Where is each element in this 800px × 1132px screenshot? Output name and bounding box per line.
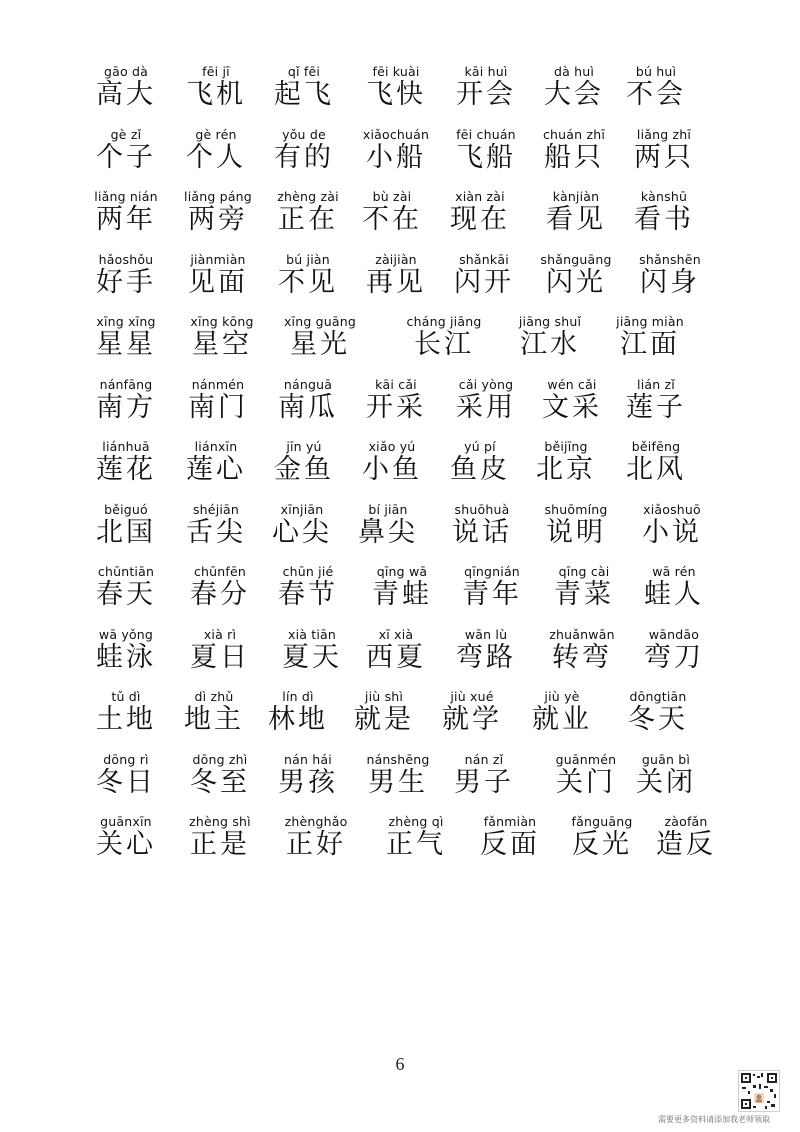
word-card xyxy=(438,127,534,174)
page-number: 6 xyxy=(395,1054,405,1074)
word-card xyxy=(78,439,174,486)
word-card xyxy=(260,564,356,611)
pinyin-text: kāi huì xyxy=(464,64,508,79)
pinyin-text: bú huì xyxy=(635,64,677,79)
word-card xyxy=(78,314,174,361)
word-card xyxy=(432,439,528,486)
pinyin-text: běifēng xyxy=(631,439,681,454)
pinyin-text: dōng zhì xyxy=(192,751,248,767)
pinyin-text: jiù shì xyxy=(364,689,404,704)
word-row xyxy=(78,627,738,690)
pinyin-text: jiù yè xyxy=(544,689,580,704)
pinyin-text: hǎoshǒu xyxy=(98,251,154,267)
word-card xyxy=(502,314,598,361)
word-card xyxy=(256,439,352,486)
pinyin-text: qīngnián xyxy=(464,564,520,579)
hanzi-text: 男子 xyxy=(454,766,514,798)
pinyin-text: xià rì xyxy=(203,626,237,642)
word-row xyxy=(78,814,738,877)
pinyin-text: xià tiān xyxy=(287,626,337,642)
hanzi-text: 弯刀 xyxy=(644,641,704,673)
hanzi-text: 鼻尖 xyxy=(358,516,418,548)
word-card xyxy=(610,689,706,736)
word-card xyxy=(78,752,174,799)
word-card xyxy=(528,502,624,549)
word-card xyxy=(368,814,464,861)
hanzi-text: 正在 xyxy=(278,204,338,235)
hanzi-text: 有的 xyxy=(274,141,334,173)
pinyin-text: guān bì xyxy=(641,751,691,767)
word-card xyxy=(78,814,174,861)
word-card xyxy=(78,127,174,174)
word-card xyxy=(168,439,264,486)
pinyin-text: chūn jié xyxy=(282,564,334,579)
hanzi-text: 再见 xyxy=(366,266,426,298)
hanzi-text: 就业 xyxy=(532,704,592,735)
word-card xyxy=(348,64,444,111)
word-card xyxy=(622,252,718,299)
word-card xyxy=(438,64,534,111)
hanzi-text: 舌尖 xyxy=(186,516,246,548)
word-row xyxy=(78,252,738,315)
hanzi-text: 高大 xyxy=(96,79,156,110)
word-card xyxy=(638,814,734,861)
word-card xyxy=(608,377,704,424)
hanzi-text: 鱼皮 xyxy=(450,454,510,485)
pinyin-text: fēi kuài xyxy=(372,64,420,79)
pinyin-text: xiàn zài xyxy=(455,189,505,204)
word-card xyxy=(524,377,620,424)
pinyin-text: kànjiàn xyxy=(552,189,600,204)
word-row xyxy=(78,127,738,190)
word-card xyxy=(78,689,174,736)
word-row xyxy=(78,64,738,127)
pinyin-text: chuán zhī xyxy=(542,126,606,142)
hanzi-text: 不在 xyxy=(362,204,422,235)
hanzi-text: 莲子 xyxy=(626,391,686,423)
word-card xyxy=(260,752,356,799)
hanzi-text: 春天 xyxy=(96,579,156,610)
hanzi-text: 地主 xyxy=(184,704,244,735)
hanzi-text: 开采 xyxy=(366,391,426,423)
pinyin-text: qǐ fēi xyxy=(287,64,321,79)
word-grid xyxy=(78,64,738,877)
word-card xyxy=(78,377,174,424)
pinyin-text: cháng jiāng xyxy=(406,314,482,329)
pinyin-text: xī xià xyxy=(378,626,414,642)
pinyin-text: jiāng miàn xyxy=(616,314,684,329)
pinyin-text: zhèng shì xyxy=(189,814,251,829)
pinyin-text: jiànmiàn xyxy=(190,251,246,267)
pinyin-text: zhèng qì xyxy=(388,814,444,829)
word-card xyxy=(434,502,530,549)
word-card xyxy=(78,189,174,236)
hanzi-text: 文采 xyxy=(542,391,602,423)
hanzi-text: 正好 xyxy=(286,829,346,860)
word-card xyxy=(624,502,720,549)
pinyin-text: cǎi yòng xyxy=(458,376,514,392)
word-card xyxy=(340,502,436,549)
word-card xyxy=(616,189,712,236)
pinyin-text: qīng wā xyxy=(376,564,428,579)
hanzi-text: 采用 xyxy=(456,391,516,423)
word-card xyxy=(424,689,520,736)
word-card xyxy=(260,377,356,424)
hanzi-text: 看书 xyxy=(634,204,694,235)
pinyin-text: bù zài xyxy=(372,189,412,204)
word-row xyxy=(78,377,738,440)
pinyin-text: shǎnshēn xyxy=(639,251,701,267)
word-card xyxy=(268,814,364,861)
hanzi-text: 北国 xyxy=(96,516,156,548)
hanzi-text: 就是 xyxy=(354,704,414,735)
word-card xyxy=(438,377,534,424)
word-card xyxy=(170,377,266,424)
word-row xyxy=(78,502,738,565)
hanzi-text: 青年 xyxy=(462,579,522,610)
hanzi-text: 两旁 xyxy=(188,204,248,235)
pinyin-text: jīn yú xyxy=(286,439,322,454)
pinyin-text: wāndāo xyxy=(648,626,700,642)
word-row xyxy=(78,689,738,752)
hanzi-text: 说明 xyxy=(546,516,606,548)
word-card xyxy=(260,189,356,236)
hanzi-text: 关闭 xyxy=(636,766,696,798)
word-card xyxy=(536,564,632,611)
hanzi-text: 关门 xyxy=(556,766,616,798)
word-card xyxy=(350,752,446,799)
hanzi-text: 大会 xyxy=(544,79,604,110)
hanzi-text: 夏日 xyxy=(190,641,250,673)
hanzi-text: 反光 xyxy=(572,829,632,860)
hanzi-text: 飞快 xyxy=(366,79,426,110)
hanzi-text: 不见 xyxy=(278,266,338,298)
hanzi-text: 两年 xyxy=(96,204,156,235)
word-row xyxy=(78,564,738,627)
hanzi-text: 北风 xyxy=(626,454,686,485)
hanzi-text: 开会 xyxy=(456,79,516,110)
pinyin-text: dà huì xyxy=(553,64,595,79)
word-card xyxy=(172,752,268,799)
pinyin-text: fēi jī xyxy=(202,64,230,79)
word-card xyxy=(172,627,268,674)
hanzi-text: 造反 xyxy=(656,829,716,860)
footer-note: 需要更多资料请添加我老师领取 xyxy=(658,1115,770,1124)
pinyin-text: liánxīn xyxy=(194,439,238,454)
pinyin-text: xīng xīng xyxy=(96,314,156,329)
pinyin-text: lián zǐ xyxy=(637,376,675,392)
word-card xyxy=(344,189,440,236)
hanzi-text: 南方 xyxy=(96,391,156,423)
hanzi-text: 北京 xyxy=(536,454,596,485)
word-card xyxy=(256,127,352,174)
hanzi-text: 金鱼 xyxy=(274,454,334,485)
word-card xyxy=(250,689,346,736)
word-card xyxy=(272,314,368,361)
word-row xyxy=(78,189,738,252)
word-card xyxy=(436,752,532,799)
word-row xyxy=(78,439,738,502)
hanzi-text: 星光 xyxy=(290,329,350,360)
word-card xyxy=(256,64,352,111)
hanzi-text: 春节 xyxy=(278,579,338,610)
pinyin-text: guānmén xyxy=(555,751,617,767)
pinyin-text: liǎng páng xyxy=(184,189,252,204)
pinyin-text: chūntiān xyxy=(97,564,155,579)
word-card xyxy=(254,502,350,549)
pinyin-text: wén cǎi xyxy=(547,376,597,392)
word-card xyxy=(462,814,558,861)
hanzi-text: 个人 xyxy=(186,141,246,173)
pinyin-text: zhuǎnwān xyxy=(549,626,615,642)
pinyin-text: nán hái xyxy=(284,751,332,767)
word-card xyxy=(444,564,540,611)
pinyin-text: nánguā xyxy=(283,376,333,392)
pinyin-text: fǎnmiàn xyxy=(483,814,537,829)
word-card xyxy=(260,252,356,299)
word-card xyxy=(348,127,444,174)
pinyin-text: nánshēng xyxy=(366,751,430,767)
hanzi-text: 弯路 xyxy=(456,641,516,673)
hanzi-text: 小船 xyxy=(366,141,426,173)
pinyin-text: wā rén xyxy=(652,564,696,579)
pinyin-text: bí jiān xyxy=(368,501,408,517)
hanzi-text: 见面 xyxy=(188,266,248,298)
pinyin-text: dōng rì xyxy=(103,751,149,767)
pinyin-text: tǔ dì xyxy=(111,689,141,704)
pinyin-text: xīnjiān xyxy=(280,501,324,517)
pinyin-text: shuōmíng xyxy=(544,501,608,517)
hanzi-text: 蛙人 xyxy=(644,579,704,610)
hanzi-text: 小鱼 xyxy=(362,454,422,485)
word-row xyxy=(78,314,738,377)
hanzi-text: 闪光 xyxy=(546,266,606,298)
hanzi-text: 西夏 xyxy=(366,641,426,673)
hanzi-text: 青蛙 xyxy=(372,579,432,610)
hanzi-text: 青菜 xyxy=(554,579,614,610)
pinyin-text: xiǎochuán xyxy=(362,126,430,142)
qr-code-icon xyxy=(738,1070,780,1112)
word-card xyxy=(264,627,360,674)
pinyin-text: zhèng zài xyxy=(277,189,339,204)
pinyin-text: xīng kōng xyxy=(190,314,254,329)
hanzi-text: 江面 xyxy=(620,329,680,360)
word-card xyxy=(172,814,268,861)
pinyin-text: shǎnkāi xyxy=(459,251,509,267)
hanzi-text: 说话 xyxy=(452,516,512,548)
pinyin-text: kāi cǎi xyxy=(375,376,417,392)
word-card xyxy=(78,64,174,111)
pinyin-text: lín dì xyxy=(282,689,314,704)
word-card xyxy=(526,127,622,174)
word-card xyxy=(554,814,650,861)
word-card xyxy=(78,564,174,611)
word-card xyxy=(78,252,174,299)
hanzi-text: 就学 xyxy=(442,704,502,735)
hanzi-text: 转弯 xyxy=(552,641,612,673)
word-card xyxy=(528,189,624,236)
hanzi-text: 莲心 xyxy=(186,454,246,485)
hanzi-text: 土地 xyxy=(96,704,156,735)
pinyin-text: dì zhǔ xyxy=(194,689,234,704)
pinyin-text: zàijiàn xyxy=(375,251,417,267)
pinyin-text: yǒu de xyxy=(282,126,326,142)
pinyin-text: xiǎoshuō xyxy=(643,501,701,517)
pinyin-text: zhènghǎo xyxy=(284,814,348,829)
hanzi-text: 个子 xyxy=(96,141,156,173)
pinyin-text: shéjiān xyxy=(192,501,240,517)
word-card xyxy=(396,314,492,361)
word-card xyxy=(168,127,264,174)
hanzi-text: 莲花 xyxy=(96,454,156,485)
pinyin-text: běiguó xyxy=(104,501,148,517)
pinyin-text: wān lù xyxy=(464,626,508,642)
word-card xyxy=(436,252,532,299)
word-card xyxy=(626,564,722,611)
word-card xyxy=(166,689,262,736)
hanzi-text: 冬至 xyxy=(190,766,250,798)
pinyin-text: guānxīn xyxy=(100,814,152,829)
hanzi-text: 林地 xyxy=(268,704,328,735)
word-card xyxy=(518,439,614,486)
word-card xyxy=(608,439,704,486)
word-card xyxy=(432,189,528,236)
hanzi-text: 春分 xyxy=(190,579,250,610)
hanzi-text: 飞机 xyxy=(186,79,246,110)
pinyin-text: liánhuā xyxy=(102,439,150,454)
hanzi-text: 反面 xyxy=(480,829,540,860)
word-card xyxy=(168,64,264,111)
word-card xyxy=(78,502,174,549)
hanzi-text: 蛙泳 xyxy=(96,641,156,673)
hanzi-text: 星星 xyxy=(96,329,156,360)
pinyin-text: fēi chuán xyxy=(456,126,516,142)
pinyin-text: liǎng zhī xyxy=(636,126,692,142)
hanzi-text: 江水 xyxy=(520,329,580,360)
hanzi-text: 现在 xyxy=(450,204,510,235)
word-card xyxy=(168,502,264,549)
word-card xyxy=(616,127,712,174)
hanzi-text: 船只 xyxy=(544,141,604,173)
hanzi-text: 南瓜 xyxy=(278,391,338,423)
pinyin-text: chūnfēn xyxy=(193,564,247,579)
hanzi-text: 星空 xyxy=(192,329,252,360)
pinyin-text: yú pí xyxy=(464,439,496,454)
pinyin-text: jiāng shuǐ xyxy=(518,314,582,329)
word-card xyxy=(172,564,268,611)
word-card xyxy=(174,314,270,361)
pinyin-text: nán zǐ xyxy=(464,751,504,767)
word-card xyxy=(626,627,722,674)
word-card xyxy=(344,439,440,486)
hanzi-text: 冬天 xyxy=(628,704,688,735)
pinyin-text: xīng guāng xyxy=(283,314,357,329)
word-card xyxy=(354,564,450,611)
pinyin-text: jiù xué xyxy=(450,689,494,704)
pinyin-text: wā yǒng xyxy=(98,626,154,642)
word-card xyxy=(528,252,624,299)
word-card xyxy=(78,627,174,674)
word-card xyxy=(170,189,266,236)
word-card xyxy=(534,627,630,674)
hanzi-text: 不会 xyxy=(626,79,686,110)
word-card xyxy=(608,64,704,111)
word-card xyxy=(618,752,714,799)
pinyin-text: qīng cài xyxy=(558,564,610,579)
hanzi-text: 小说 xyxy=(642,516,702,548)
pinyin-text: fǎnguāng xyxy=(571,814,633,829)
pinyin-text: shuōhuà xyxy=(454,501,510,517)
hanzi-text: 南门 xyxy=(188,391,248,423)
pinyin-text: kànshū xyxy=(640,189,688,204)
pinyin-text: běijīng xyxy=(544,439,588,454)
hanzi-text: 看见 xyxy=(546,204,606,235)
pinyin-text: gè zǐ xyxy=(110,126,142,142)
hanzi-text: 心尖 xyxy=(272,516,332,548)
hanzi-text: 长江 xyxy=(414,329,474,360)
word-card xyxy=(336,689,432,736)
pinyin-text: gè rén xyxy=(195,126,237,142)
hanzi-text: 夏天 xyxy=(282,641,342,673)
hanzi-text: 飞船 xyxy=(456,141,516,173)
hanzi-text: 正是 xyxy=(190,829,250,860)
word-card xyxy=(348,627,444,674)
pinyin-text: shǎnguāng xyxy=(540,251,612,267)
pinyin-text: gāo dà xyxy=(103,64,148,79)
hanzi-text: 男生 xyxy=(368,766,428,798)
word-card xyxy=(514,689,610,736)
word-card xyxy=(438,627,534,674)
hanzi-text: 两只 xyxy=(634,141,694,173)
word-card xyxy=(170,252,266,299)
pinyin-text: bú jiàn xyxy=(286,251,330,267)
pinyin-text: dōngtiān xyxy=(629,689,687,704)
hanzi-text: 冬日 xyxy=(96,766,156,798)
hanzi-text: 男孩 xyxy=(278,766,338,798)
pinyin-text: xiǎo yú xyxy=(368,439,416,454)
pinyin-text: liǎng nián xyxy=(94,189,158,204)
word-card xyxy=(602,314,698,361)
pinyin-text: nánmén xyxy=(191,376,245,392)
hanzi-text: 闪开 xyxy=(454,266,514,298)
hanzi-text: 闪身 xyxy=(640,266,700,298)
hanzi-text: 关心 xyxy=(96,829,156,860)
word-card xyxy=(348,252,444,299)
pinyin-text: nánfāng xyxy=(99,376,153,392)
hanzi-text: 起飞 xyxy=(274,79,334,110)
word-card xyxy=(348,377,444,424)
word-row xyxy=(78,752,738,815)
pinyin-text: zàofǎn xyxy=(664,814,708,829)
hanzi-text: 正气 xyxy=(386,829,446,860)
hanzi-text: 好手 xyxy=(96,266,156,298)
